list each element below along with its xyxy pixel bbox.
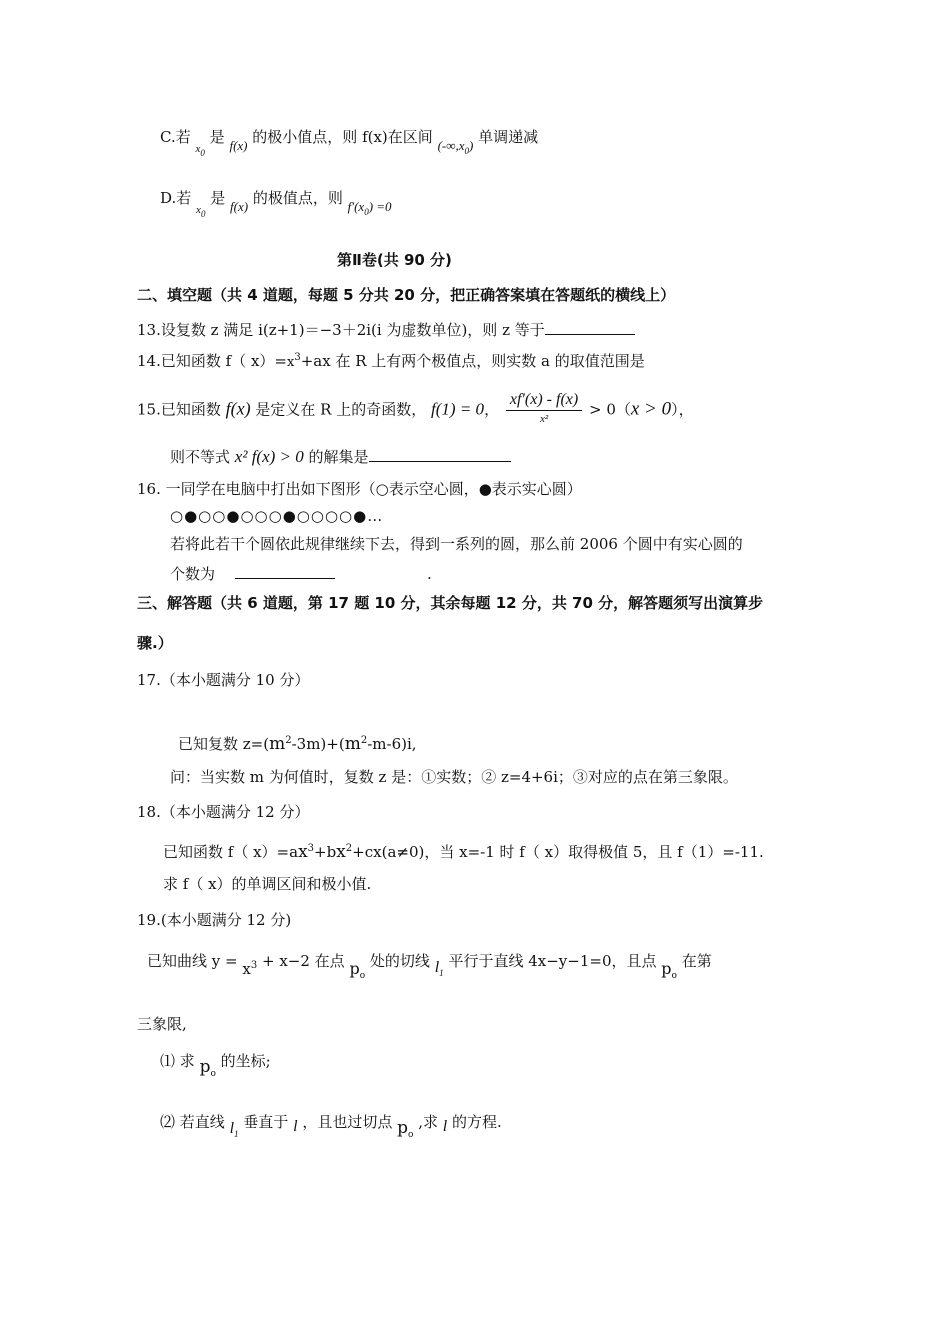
question-19-line1: 已知曲线 $y = x^3 + x-2$ 在点 $p_o$ 处的切线 $l_1$ 平行于直线 4x−y−1=0，且点 $p_o$ 在第 bbox=[147, 952, 712, 981]
answer-blank bbox=[369, 445, 511, 462]
question-16-line4: 个数为 . bbox=[170, 562, 432, 584]
question-16-line3: 若将此若干个圆依此规律继续下去，得到一系列的圆，那么前 2006 个圆中有实心圆的 bbox=[170, 535, 743, 553]
fx-symbol: f(x) bbox=[229, 138, 248, 153]
question-17-line1: 已知复数 $z=(m^2-3m)+(m^2-m-6)i$, bbox=[178, 734, 417, 754]
answer-blank bbox=[235, 562, 335, 579]
question-16: 16. 一同学在电脑中打出如下图形（○表示空心圆，●表示实心圆） bbox=[137, 480, 582, 498]
question-17-line2: 问：当实数 m 为何值时，复数 z 是：①实数；② z=4+6i；③对应的点在第三象限。 bbox=[170, 768, 738, 786]
question-15-line2: 则不等式 x² f(x) > 0 的解集是 bbox=[170, 445, 511, 467]
question-18-line1: 已知函数 f（ $x)=ax^3+bx^2+cx(a\ne 0)$，当 x=-1 时 f（ x）取得极值 5，且 f（1）=-11. bbox=[163, 842, 764, 862]
question-19-title: 19.(本小题满分 12 分) bbox=[137, 911, 292, 929]
question-19-sub1: ⑴ 求 $p_o$ 的坐标; bbox=[160, 1052, 271, 1079]
question-17-title: 17.（本小题满分 10 分） bbox=[137, 671, 310, 689]
question-14: 14.已知函数 f（ $x)=x^3+ax$ 在 R 上有两个极值点，则实数 a 的取值范围是 bbox=[137, 352, 645, 370]
option-c: C.若 $_{x_0}$ 是 f(x) 的极小值点，则 f(x)在区间 $(-\infty,x_0)$ 单调递减 bbox=[160, 128, 539, 158]
question-18-title: 18.（本小题满分 12 分） bbox=[137, 803, 310, 821]
section2-header: 二、填空题（共 4 道题，每题 5 分共 20 分，把正确答案填在答题纸的横线上） bbox=[137, 286, 676, 304]
derivative-symbol: $f'(x_0) =0$ bbox=[347, 199, 392, 217]
question-15: 15.已知函数 f(x) 是定义在 R 上的奇函数， f(1) = 0， $\frac{xf'(x) - f(x)}{\text{x²}}$ > 0（x > 0）， bbox=[137, 391, 694, 425]
x0-symbol: x0 bbox=[196, 204, 206, 219]
section3-header: 三、解答题（共 6 道题，第 17 题 10 分，其余每题 12 分，共 70 分，解答题须写出演算步 bbox=[137, 594, 764, 612]
section3-header-cont: 骤.） bbox=[137, 634, 173, 652]
question-18-line2: 求 f（ x）的单调区间和极小值. bbox=[163, 875, 372, 893]
x0-symbol: x0 bbox=[195, 143, 205, 158]
option-c-label: C.若 bbox=[160, 128, 191, 146]
fx-symbol: f(x) bbox=[230, 199, 249, 214]
part2-title: 第Ⅱ卷(共 90 分) bbox=[337, 251, 452, 269]
circle-pattern: ○●○○●○○○●○○○○●… bbox=[170, 507, 384, 525]
fraction: $\frac{xf'(x) - f(x)}{\text{x²}}$ bbox=[506, 390, 582, 427]
question-19-sub2: ⑵ 若直线 $l_1$ 垂直于 l ，且也过切点 $p_o$ ,求 l 的方程. bbox=[160, 1113, 502, 1140]
option-d-label: D.若 bbox=[160, 189, 192, 207]
question-19-line2: 三象限, bbox=[137, 1015, 187, 1033]
interval-symbol: $(-\infty,x_0)$ bbox=[437, 138, 474, 156]
answer-blank bbox=[545, 318, 635, 335]
question-13: 13.设复数 z 满足 i(z+1)＝−3＋2i(i 为虚数单位)，则 z 等于 bbox=[137, 318, 635, 340]
option-d: D.若 $_{x_0}$ 是 f(x) 的极值点，则 $f'(x_0) =0$ bbox=[160, 189, 392, 219]
